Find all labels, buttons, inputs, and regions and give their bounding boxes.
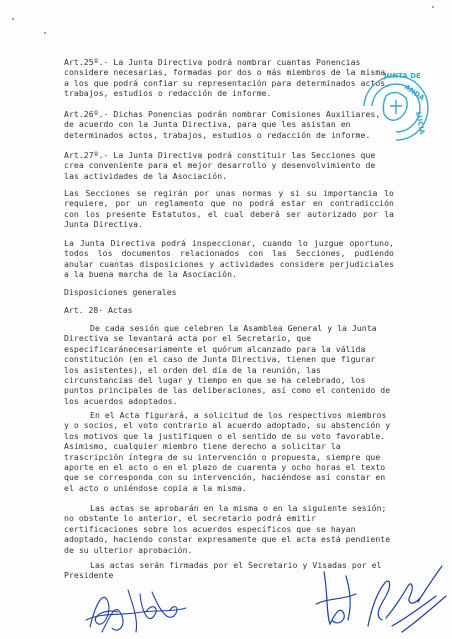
art27-paragraph: Art.27º.- La Junta Directiva podrá constituir las Secciones que crea conveniente para el mejor desarrollo y desenvolvimiento de las actividades de la Asociación. xyxy=(64,150,376,181)
signature-left xyxy=(82,572,192,639)
actas-paragraph-4: Las actas serán firmadas por el Secretario y Visadas por el Presidente xyxy=(64,560,382,581)
signature-right xyxy=(362,556,450,639)
official-stamp xyxy=(356,66,434,150)
actas-paragraph-1: De cada sesión que celebren la Asamblea General y la Junta Directiva se levantará acta por el Secretario, que especificaránecesariamente el quórum alcanzado para la válida constitución (en el caso de Junta Directiva, tienen que figurar los asistentes), el orden del día de la reunión, las circunstancias del lugar y tiempo en que se ha celebrado, los puntos principales de las deliberaciones, así como el contenido de los acuerdos adoptados. xyxy=(64,323,391,406)
scan-speck xyxy=(44,32,46,34)
actas-paragraph-3: Las actas se aprobarán en la misma o en la siguiente sesión; no obstante lo anterior, el secretario podrá emitir certificaciones sobre los acuerdos específicos que se hayan adoptado, haciendo constar expresamente que el acta está pendiente de su ulterior aprobación. xyxy=(64,503,391,555)
svg-text:JUNTA DE: JUNTA DE xyxy=(384,72,421,80)
art25-paragraph: Art.25º.- La Junta Directiva podrá nombrar cuantas Ponencias considere necesarias, formadas por dos o más miembros de la misma, a los que podrá confiar su representación para determinados actos, trabajos, estudios o redacción de informe. xyxy=(64,57,391,99)
disposiciones-heading: Disposiciones generales xyxy=(64,287,177,297)
inspeccionar-paragraph: La Junta Directiva podrá inspeccionar, cuando lo juzgue oportuno, todos los documentos relacionados con las Secciones, pudiendo anular cuantas disposiciones y actividades considere perjudiciales a la buena marcha de la Asociación. xyxy=(64,238,394,280)
secciones-paragraph: Las Secciones se regirán por unas normas y si su importancia lo requiere, por un reglamento que no podrá estar en contradicción con los presente Estatutos, el cual deberá ser autorizado por la Junta Directiva. xyxy=(64,188,394,230)
svg-text:ANDA: ANDA xyxy=(402,83,426,103)
svg-text:LUCIA: LUCIA xyxy=(414,110,426,136)
scan-speck xyxy=(432,6,434,8)
art28-heading: Art. 28· Actas xyxy=(64,305,133,315)
actas-paragraph-2: En el Acta figurará, a solicitud de los respectivos miembros y o socios, el voto contrario al acuerdo adoptado, su abstención y los motivos que la justifiquen o el sentido de su voto favorable. Asimismo, cualquier miembro tiene derecho a solicitar la trascripción íntegra de su intervención o propuesta, siempre que aporte en el acto o en el plazo de cuarenta y ocho horas el texto que se corresponda con su intervención, haciéndose así constar en el acto o uniéndose copia a la misma. xyxy=(64,410,391,493)
signature-middle xyxy=(306,564,366,636)
art26-paragraph: Art.26º.- Dichas Ponencias podrán nombrar Comisiones Auxiliares, de acuerdo con la Junta Directiva, para que les asistan en determinados actos, trabajos, estudios o redacción de informe. xyxy=(64,109,381,140)
scan-speck xyxy=(12,18,14,20)
